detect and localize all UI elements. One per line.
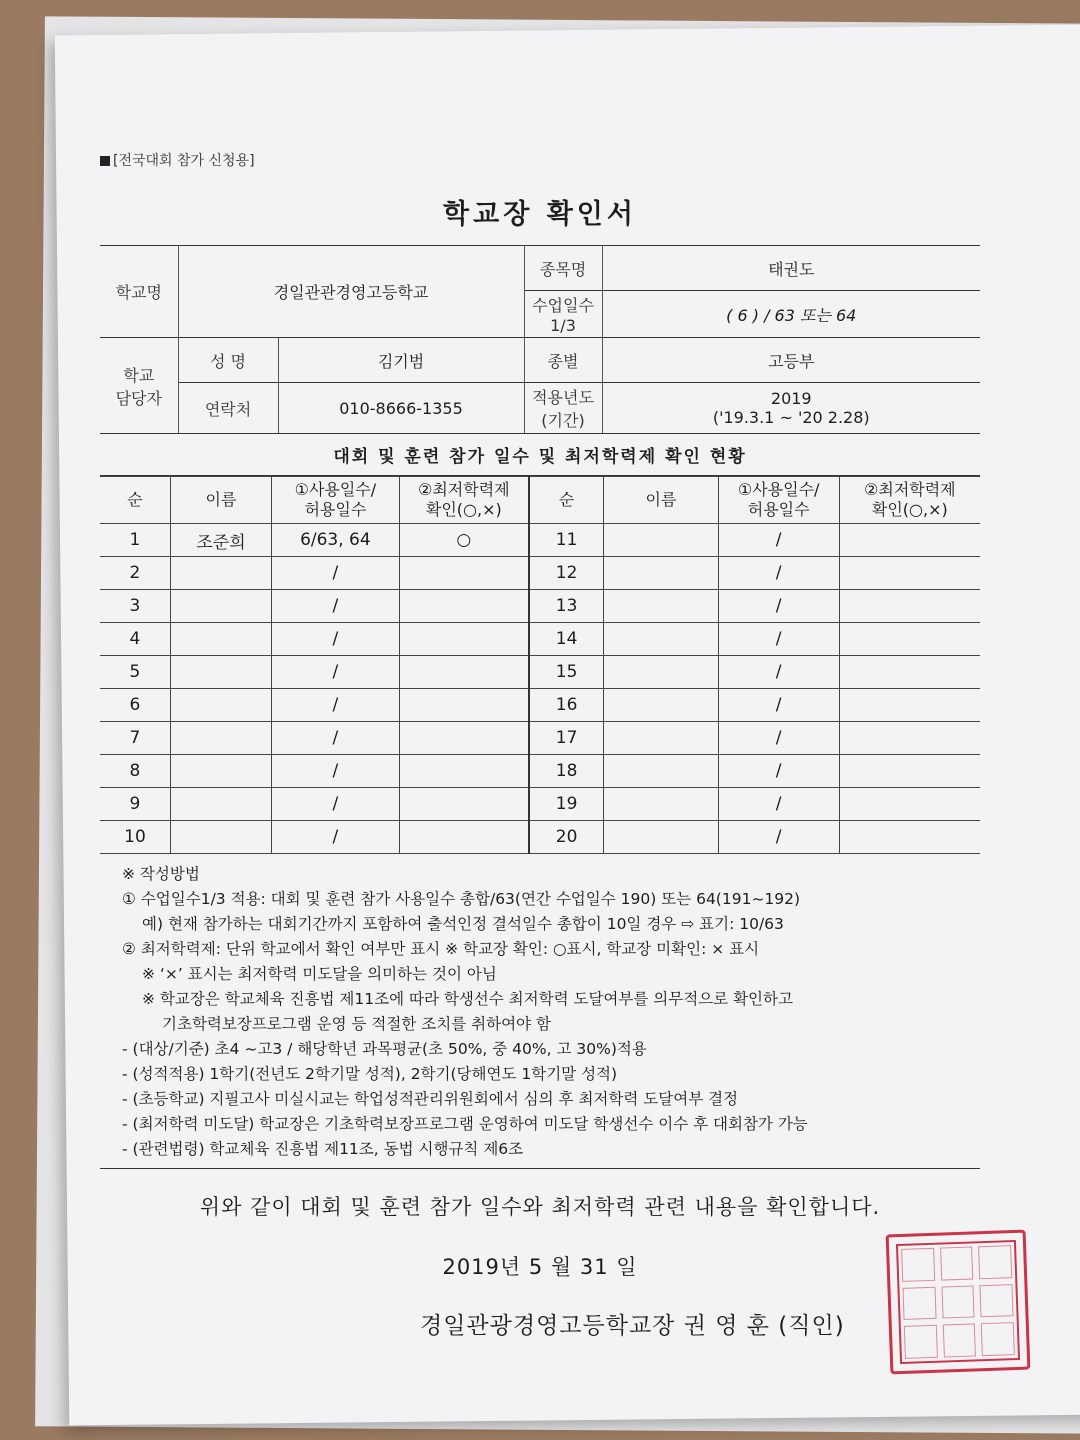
- row-days: /: [718, 623, 839, 656]
- division-label: 종별: [524, 338, 602, 383]
- row-days: /: [272, 821, 400, 854]
- row-check: [839, 623, 980, 656]
- row-check: [839, 722, 980, 755]
- row-days: /: [272, 689, 400, 722]
- roster-row: [100, 524, 980, 557]
- class-days-label-1: 수업일수: [532, 296, 594, 315]
- school-value: 경일관관경영고등학교: [178, 246, 524, 338]
- row-days: /: [272, 590, 400, 623]
- event-value: 태권도: [602, 246, 980, 291]
- row-check: [399, 623, 529, 656]
- row-check: [399, 656, 529, 689]
- form-tag-text: [전국대회 참가 신청용]: [113, 153, 255, 169]
- row-name: [170, 689, 271, 722]
- header-name-left: 이름: [170, 477, 271, 524]
- row-days: /: [718, 722, 839, 755]
- row-no: 15: [529, 656, 604, 689]
- row-name: [604, 821, 718, 854]
- detail-2: - (성적적용) 1학기(전년도 2학기말 성적), 2학기(당해연도 1학기말 성적): [122, 1065, 618, 1083]
- row-check: [399, 788, 529, 821]
- school-label: 학교명: [100, 246, 178, 338]
- roster-row: [100, 557, 980, 590]
- row-name: [170, 722, 271, 755]
- row-check: [399, 590, 529, 623]
- row-days: 6/63, 64: [272, 524, 400, 557]
- name-value: 김기범: [278, 338, 524, 383]
- row-no: 13: [529, 590, 604, 623]
- row-days: /: [718, 689, 839, 722]
- row-name: [170, 557, 271, 590]
- row-check: [399, 689, 529, 722]
- row-no: 1: [100, 524, 170, 557]
- header-days-left-1: ①사용일수/: [294, 480, 377, 499]
- row-no: 14: [529, 623, 604, 656]
- year-value-period: ('19.3.1 ~ '20 2.28): [712, 408, 870, 427]
- row-name: [170, 788, 271, 821]
- row-name: [604, 623, 718, 656]
- row-no: 2: [100, 557, 170, 590]
- roster-row: [100, 623, 980, 656]
- row-days: /: [272, 656, 400, 689]
- document-title: 학교장 확인서: [443, 199, 637, 230]
- row-name: [604, 755, 718, 788]
- row-days: /: [718, 557, 839, 590]
- roster-header-row: [100, 477, 980, 524]
- year-value: [602, 383, 980, 434]
- header-days-left: [272, 477, 400, 524]
- year-label-2: (기간): [541, 411, 585, 430]
- note-4: ※ 학교장은 학교체육 진흥법 제11조에 따라 학생선수 최저학력 도달여부를 의무적으로 확인하고: [142, 990, 793, 1008]
- row-no: 10: [100, 821, 170, 854]
- row-no: 17: [529, 722, 604, 755]
- year-value-year: 2019: [770, 389, 812, 408]
- school-info-table: [100, 245, 980, 434]
- row-check: [399, 821, 529, 854]
- row-days: /: [272, 788, 400, 821]
- event-label: 종목명: [524, 246, 602, 291]
- instructions: [100, 862, 980, 1162]
- row-check: [839, 788, 980, 821]
- header-no-left: 순: [100, 477, 170, 524]
- row-days: /: [272, 557, 400, 590]
- note-4-cont: 기초학력보장프로그램 운영 등 적절한 조치를 취하여야 함: [162, 1015, 551, 1033]
- row-name: [170, 821, 271, 854]
- detail-5: - (관련법령) 학교체육 진흥법 제11조, 동법 시행규칙 제6조: [122, 1140, 524, 1158]
- contact-value: 010-8666-1355: [278, 383, 524, 434]
- row-no: 18: [529, 755, 604, 788]
- detail-3: - (초등학교) 지필고사 미실시교는 학업성적관리위원회에서 심의 후 최저학력 도달여부 결정: [122, 1090, 739, 1108]
- row-no: 4: [100, 623, 170, 656]
- manager-label-2: 담당자: [115, 388, 162, 408]
- roster-row: [100, 788, 980, 821]
- roster-row: [100, 656, 980, 689]
- header-check-right-1: ②최저학력제: [864, 480, 956, 499]
- row-check: [839, 689, 980, 722]
- header-days-right: [718, 477, 839, 524]
- year-label-1: 적용년도: [532, 388, 594, 407]
- row-days: /: [718, 524, 839, 557]
- row-name: [604, 557, 718, 590]
- roster-row: [100, 722, 980, 755]
- roster-table: [100, 476, 980, 854]
- header-no-right: 순: [529, 477, 604, 524]
- roster-row: [100, 821, 980, 854]
- row-check: ○: [399, 524, 529, 557]
- row-no: 7: [100, 722, 170, 755]
- class-days-label: [524, 291, 602, 338]
- seal-grid: [896, 1240, 1020, 1364]
- row-name: [604, 722, 718, 755]
- header-days-left-2: 허용일수: [304, 500, 367, 519]
- detail-4: - (최저학력 미도달) 학교장은 기초학력보장프로그램 운영하여 미도달 학생선수 이수 후 대회참가 가능: [122, 1115, 808, 1133]
- divider: [100, 1168, 980, 1169]
- form-tag: [100, 150, 980, 170]
- row-no: 19: [529, 788, 604, 821]
- row-check: [399, 755, 529, 788]
- manager-label: [100, 338, 178, 434]
- division-value: 고등부: [602, 338, 980, 383]
- row-days: /: [272, 755, 400, 788]
- header-name-right: 이름: [604, 477, 718, 524]
- row-no: 6: [100, 689, 170, 722]
- row-check: [399, 722, 529, 755]
- row-days: /: [718, 656, 839, 689]
- row-check: [839, 656, 980, 689]
- notes-heading: ※ 작성방법: [122, 865, 200, 883]
- row-name: [604, 590, 718, 623]
- row-check: [839, 755, 980, 788]
- roster-row: [100, 755, 980, 788]
- header-check-left-2: 확인(○,×): [425, 500, 502, 519]
- row-no: 12: [529, 557, 604, 590]
- manager-label-1: 학교: [123, 365, 155, 385]
- row-no: 11: [529, 524, 604, 557]
- row-no: 20: [529, 821, 604, 854]
- row-no: 9: [100, 788, 170, 821]
- row-name: [604, 656, 718, 689]
- header-days-right-1: ①사용일수/: [737, 480, 820, 499]
- row-name: [604, 788, 718, 821]
- row-days: /: [718, 755, 839, 788]
- header-check-left-1: ②최저학력제: [418, 480, 510, 499]
- confirmation-statement: 위와 같이 대회 및 훈련 참가 일수와 최저학력 관련 내용을 확인합니다.: [199, 1195, 881, 1219]
- note-1: ① 수업일수1/3 적용: 대회 및 훈련 참가 사용일수 총합/63(연간 수업일수 190) 또는 64(191~192): [122, 890, 801, 908]
- row-name: [604, 524, 718, 557]
- header-check-left: [399, 477, 529, 524]
- row-check: [839, 524, 980, 557]
- roster-body: [100, 524, 980, 854]
- row-days: /: [272, 623, 400, 656]
- form-content: [100, 150, 980, 1340]
- row-check: [839, 821, 980, 854]
- square-bullet-icon: [100, 156, 110, 166]
- section-title: 대회 및 훈련 참가 일수 및 최저학력제 확인 현황: [100, 434, 980, 476]
- contact-label: 연락처: [178, 383, 278, 434]
- signing-date: 2019년 5 월 31 일: [442, 1255, 638, 1279]
- row-check: [399, 557, 529, 590]
- row-no: 8: [100, 755, 170, 788]
- row-days: /: [272, 722, 400, 755]
- row-days: /: [718, 590, 839, 623]
- row-check: [839, 557, 980, 590]
- row-days: /: [718, 788, 839, 821]
- row-no: 5: [100, 656, 170, 689]
- class-days-value: ( 6 ) / 63 또는 64: [602, 291, 980, 338]
- row-name: [170, 623, 271, 656]
- row-name: [170, 656, 271, 689]
- note-3: ※ ‘×’ 표시는 최저학력 미도달을 의미하는 것이 아님: [142, 965, 497, 983]
- note-1-example: 예) 현재 참가하는 대회기간까지 포함하여 출석인정 결석일수 총합이 10일 경우 ⇨ 표기: 10/63: [142, 915, 784, 933]
- row-name: [170, 590, 271, 623]
- row-name: [604, 689, 718, 722]
- note-2: ② 최저학력제: 단위 학교에서 확인 여부만 표시 ※ 학교장 확인: ○표시, 학교장 미확인: × 표시: [122, 940, 760, 958]
- row-no: 16: [529, 689, 604, 722]
- detail-1: - (대상/기준) 초4 ~고3 / 해당학년 과목평균(초 50%, 중 40%, 고 30%)적용: [122, 1040, 647, 1058]
- year-label: [524, 383, 602, 434]
- row-name: 조준희: [170, 524, 271, 557]
- row-check: [839, 590, 980, 623]
- row-name: [170, 755, 271, 788]
- name-label: 성 명: [178, 338, 278, 383]
- header-check-right-2: 확인(○,×): [871, 500, 948, 519]
- header-days-right-2: 허용일수: [747, 500, 810, 519]
- header-check-right: [839, 477, 980, 524]
- official-seal-stamp: [886, 1230, 1031, 1375]
- roster-row: [100, 689, 980, 722]
- row-days: /: [718, 821, 839, 854]
- class-days-label-2: 1/3: [550, 316, 576, 335]
- roster-row: [100, 590, 980, 623]
- row-no: 3: [100, 590, 170, 623]
- principal-signature: 경일관광경영고등학교장 권 영 훈 (직인): [420, 1313, 845, 1339]
